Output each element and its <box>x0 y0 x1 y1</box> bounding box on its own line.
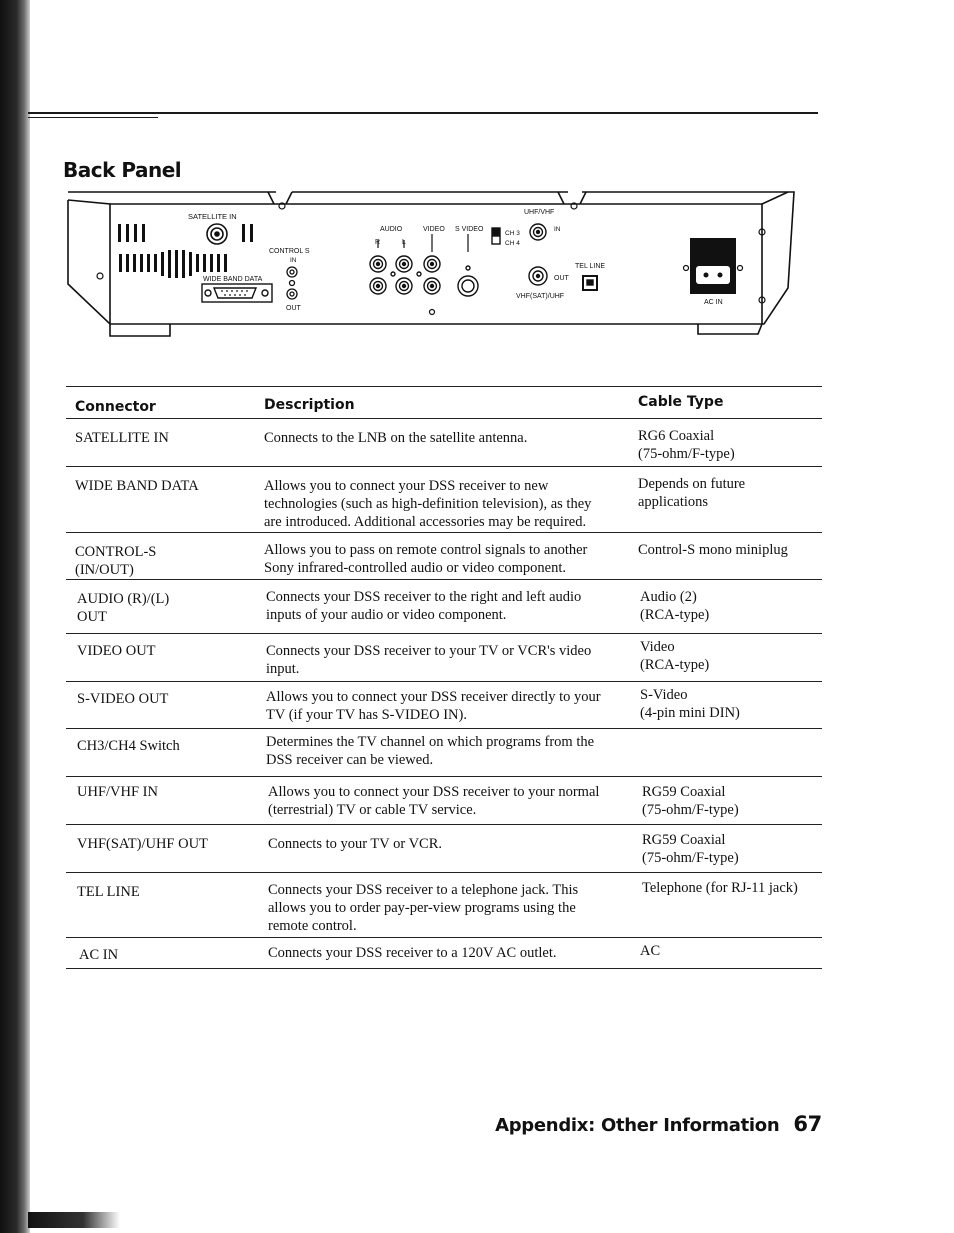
label-control-s: CONTROL S <box>269 248 310 255</box>
description-cell <box>264 541 624 577</box>
connector-cell-line: VIDEO OUT <box>77 643 156 659</box>
description-cell-line: Allows you to connect your DSS receiver to your normal <box>268 784 600 800</box>
table-row <box>66 418 822 466</box>
cable-type-cell-line: (RCA-type) <box>640 607 710 623</box>
description-cell-line: Connects to your TV or VCR. <box>268 836 443 852</box>
cable-type-cell <box>642 831 826 867</box>
description-cell-line: Allows you to connect your DSS receiver to new <box>264 478 549 494</box>
description-cell <box>266 588 626 624</box>
table-row <box>66 872 822 937</box>
description-cell-line: DSS receiver can be viewed. <box>266 752 434 768</box>
description-cell-line: technologies (such as high-definition television), as they <box>264 496 592 512</box>
description-cell <box>268 881 628 935</box>
connector-cell <box>75 477 255 495</box>
label-control-s-in: IN <box>290 257 297 264</box>
footer-title: Appendix: Other Information <box>495 1115 780 1136</box>
description-cell <box>268 835 628 853</box>
label-wide-band-data: WIDE BAND DATA <box>203 276 263 283</box>
description-cell-line: Connects your DSS receiver to your TV or VCR's video <box>266 643 592 659</box>
connector-cell-line: S-VIDEO OUT <box>77 691 169 707</box>
description-cell-line: are introduced. Additional accessories may be required. <box>264 514 587 530</box>
table-row <box>66 824 822 872</box>
cable-type-cell-line: Audio (2) <box>640 589 697 605</box>
connector-cell <box>77 883 257 901</box>
table-body <box>66 418 822 969</box>
description-cell-line: Allows you to pass on remote control signals to another <box>264 542 588 558</box>
connector-cell <box>77 737 257 755</box>
label-ch4: CH 4 <box>505 240 520 247</box>
table-row <box>66 579 822 633</box>
cable-type-cell-line: Video <box>640 639 675 655</box>
cable-type-cell-line: AC <box>640 943 661 959</box>
description-cell-line: input. <box>266 661 300 677</box>
label-uhf-in: IN <box>554 226 561 233</box>
cable-type-cell-line: (75-ohm/F-type) <box>642 802 739 818</box>
cable-type-cell-line: (75-ohm/F-type) <box>642 850 739 866</box>
description-cell-line: Connects your DSS receiver to a telephone jack. This <box>268 882 579 898</box>
cable-type-cell <box>640 686 824 722</box>
connector-table <box>66 386 822 969</box>
connector-cell <box>77 835 257 853</box>
label-vhf-out: OUT <box>554 275 569 282</box>
cable-type-cell-line: RG59 Coaxial <box>642 784 726 800</box>
description-cell <box>266 642 626 678</box>
cable-type-cell-line: S-Video <box>640 687 688 703</box>
label-audio-r: R <box>375 239 381 246</box>
cable-type-cell-line: Telephone (for RJ-11 jack) <box>642 880 798 896</box>
description-cell-line: (terrestrial) TV or cable TV service. <box>268 802 477 818</box>
connector-cell-line: (IN/OUT) <box>75 562 134 578</box>
cable-type-cell-line: Control-S mono miniplug <box>638 542 788 558</box>
description-cell-line: Determines the TV channel on which programs from the <box>266 734 595 750</box>
cable-type-cell <box>640 942 824 960</box>
cable-type-cell-line: RG6 Coaxial <box>638 428 715 444</box>
description-cell-line: allows you to order pay-per-view programs using the <box>268 900 576 916</box>
page-spine-foot <box>28 1212 120 1228</box>
connector-cell-line: TEL LINE <box>77 884 140 900</box>
top-rule <box>28 112 818 114</box>
section-title: Back Panel <box>63 158 182 182</box>
description-cell <box>266 733 626 769</box>
cable-type-cell <box>640 638 824 674</box>
description-cell-line: Allows you to connect your DSS receiver directly to your <box>266 689 601 705</box>
description-cell <box>266 688 626 724</box>
page-number: 67 <box>793 1112 822 1136</box>
table-row <box>66 633 822 681</box>
label-satellite-in: SATELLITE IN <box>188 212 237 221</box>
label-tel-line: TEL LINE <box>575 263 606 270</box>
description-cell-line: remote control. <box>268 918 357 934</box>
description-cell <box>268 783 628 819</box>
description-cell-line: TV (if your TV has S-VIDEO IN). <box>266 707 467 723</box>
cable-type-cell-line: applications <box>638 494 709 510</box>
connector-cell <box>75 429 255 447</box>
description-cell-line: inputs of your audio or video component. <box>266 607 507 623</box>
label-audio-l: L <box>402 239 406 246</box>
header-connector: Connector <box>75 399 156 415</box>
label-ch3: CH 3 <box>505 230 520 237</box>
cable-type-cell-line: Depends on future <box>638 476 746 492</box>
label-audio: AUDIO <box>380 226 403 233</box>
connector-cell-line: CH3/CH4 Switch <box>77 738 180 754</box>
table-row <box>66 466 822 532</box>
label-vhf-sat-uhf: VHF(SAT)/UHF <box>516 293 565 300</box>
description-cell <box>264 429 624 447</box>
connector-cell-line: UHF/VHF IN <box>77 784 158 800</box>
connector-cell <box>77 783 257 801</box>
page-spine-shadow <box>0 0 30 1233</box>
description-cell-line: Connects your DSS receiver to a 120V AC outlet. <box>268 945 557 961</box>
connector-cell-line: OUT <box>77 609 107 625</box>
cable-type-cell <box>642 783 826 819</box>
connector-cell <box>77 690 257 708</box>
cable-type-cell <box>642 879 826 897</box>
description-cell-line: Sony infrared-controlled audio or video component. <box>264 560 567 576</box>
connector-cell-line: VHF(SAT)/UHF OUT <box>77 836 208 852</box>
table-row <box>66 937 822 969</box>
table-header <box>66 386 822 418</box>
cable-type-cell <box>638 541 822 559</box>
description-cell-line: Connects your DSS receiver to the right and left audio <box>266 589 582 605</box>
back-panel-diagram <box>62 184 802 344</box>
table-row <box>66 776 822 824</box>
table-row <box>66 681 822 728</box>
connector-cell <box>75 543 255 579</box>
cable-type-cell-line: (4-pin mini DIN) <box>640 705 740 721</box>
top-rule-thin <box>28 117 158 118</box>
connector-cell <box>77 590 257 626</box>
description-cell <box>264 477 624 531</box>
connector-cell-line: AUDIO (R)/(L) <box>77 591 170 607</box>
table-row <box>66 728 822 776</box>
cable-type-cell-line: (RCA-type) <box>640 657 710 673</box>
label-ac-in: AC IN <box>704 299 723 306</box>
label-video: VIDEO <box>423 226 445 233</box>
cable-type-cell <box>640 588 824 624</box>
header-description: Description <box>264 397 355 413</box>
connector-cell-line: WIDE BAND DATA <box>75 478 199 494</box>
label-control-s-out: OUT <box>286 305 301 312</box>
page-footer <box>495 1112 822 1136</box>
description-cell <box>268 944 628 962</box>
label-uhf-vhf: UHF/VHF <box>524 209 555 216</box>
table-row <box>66 532 822 579</box>
connector-cell <box>77 642 257 660</box>
cable-type-cell <box>638 475 822 511</box>
cable-type-cell-line: (75-ohm/F-type) <box>638 446 735 462</box>
connector-cell <box>79 946 259 964</box>
label-s-video: S VIDEO <box>455 226 484 233</box>
connector-cell-line: AC IN <box>79 947 119 963</box>
cable-type-cell-line: RG59 Coaxial <box>642 832 726 848</box>
description-cell-line: Connects to the LNB on the satellite antenna. <box>264 430 528 446</box>
connector-cell-line: SATELLITE IN <box>75 430 169 446</box>
connector-cell-line: CONTROL-S <box>75 544 157 560</box>
cable-type-cell <box>638 427 822 463</box>
header-cable-type: Cable Type <box>638 394 724 410</box>
